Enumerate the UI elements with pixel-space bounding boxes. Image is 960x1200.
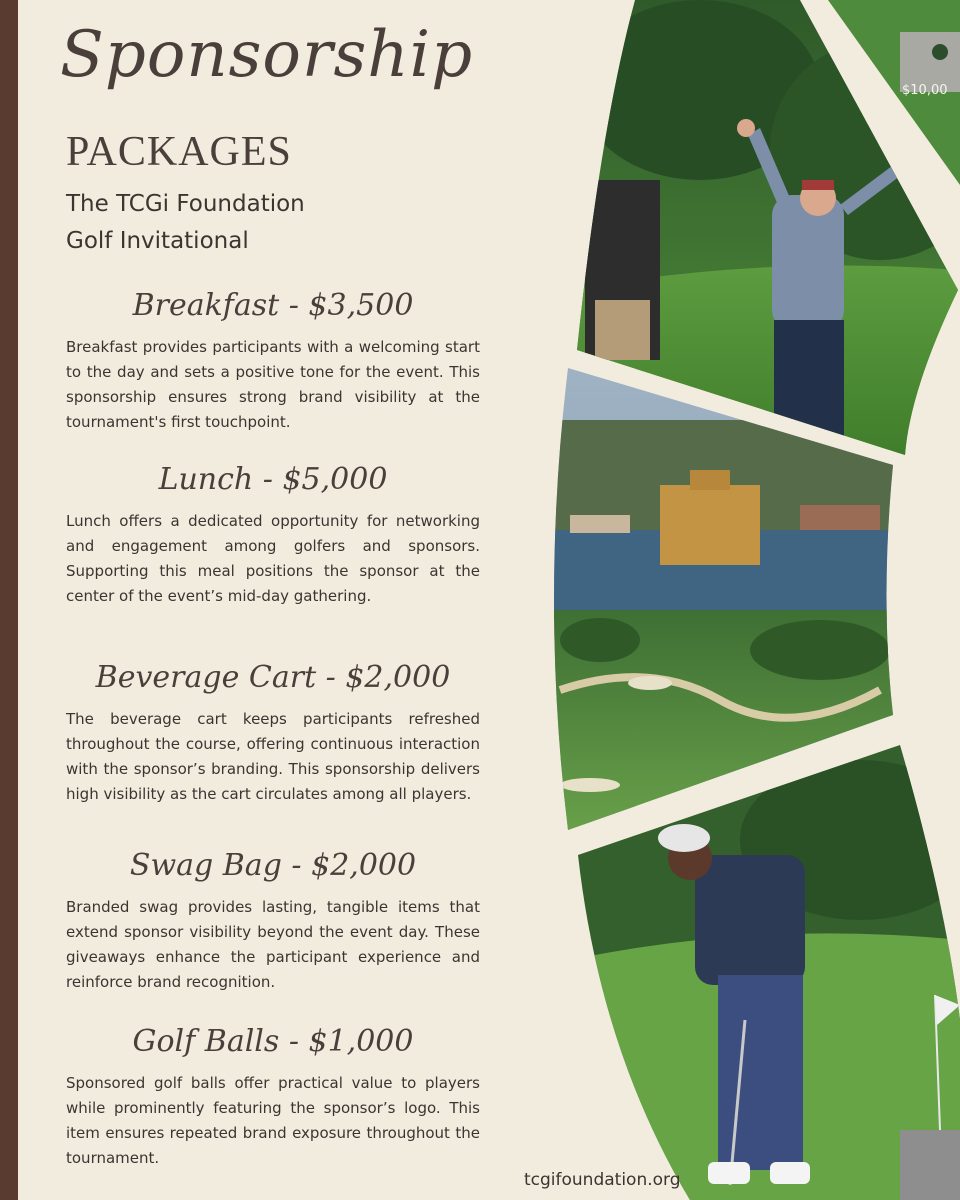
- section-title: Lunch - $5,000: [158, 462, 388, 497]
- subtitle-line-1: The TCGi Foundation: [66, 191, 305, 217]
- section-body: Branded swag provides lasting, tangible items that extend sponsor visibility beyond the event day. These giveaways enhance the participant experience and reinforce brand recognition.: [66, 898, 480, 991]
- section-title: Swag Bag - $2,000: [129, 848, 417, 883]
- title-caps: PACKAGES: [66, 129, 292, 175]
- section-lunch: [66, 462, 480, 609]
- website-link[interactable]: tcgifoundation.org: [524, 1170, 681, 1190]
- section-body: The beverage cart keeps participants refreshed throughout the course, offering continuous interaction with the sponsor’s branding. This sponsorship delivers high visibility as the cart circulates among all players.: [66, 710, 480, 803]
- section-title: Golf Balls - $1,000: [132, 1024, 414, 1059]
- title-script: Sponsorship: [60, 18, 474, 92]
- section-swag-bag: [66, 848, 480, 995]
- subtitle-line-2: Golf Invitational: [66, 228, 249, 254]
- section-body: Sponsored golf balls offer practical value to players while prominently featuring the sponsor’s logo. This item ensures repeated brand exposure throughout the tournament.: [66, 1074, 480, 1167]
- putting-golfer-photo: [570, 740, 960, 1200]
- section-breakfast: [66, 288, 480, 435]
- section-beverage-cart: [66, 660, 480, 807]
- section-title: Beverage Cart - $2,000: [95, 660, 451, 695]
- sign-text: $10,00: [902, 83, 948, 98]
- section-body: Lunch offers a dedicated opportunity for networking and engagement among golfers and sponsors. Supporting this meal positions the sponsor at the center of the event’s mid-day gathering.: [66, 512, 480, 605]
- section-golf-balls: [66, 1024, 480, 1171]
- section-body: Breakfast provides participants with a welcoming start to the day and sets a positive tone for the event. This sponsorship ensures strong brand visibility at the tournament's first touchpoint.: [66, 338, 480, 431]
- event-subtitle: [66, 186, 486, 260]
- section-title: Breakfast - $3,500: [132, 288, 414, 323]
